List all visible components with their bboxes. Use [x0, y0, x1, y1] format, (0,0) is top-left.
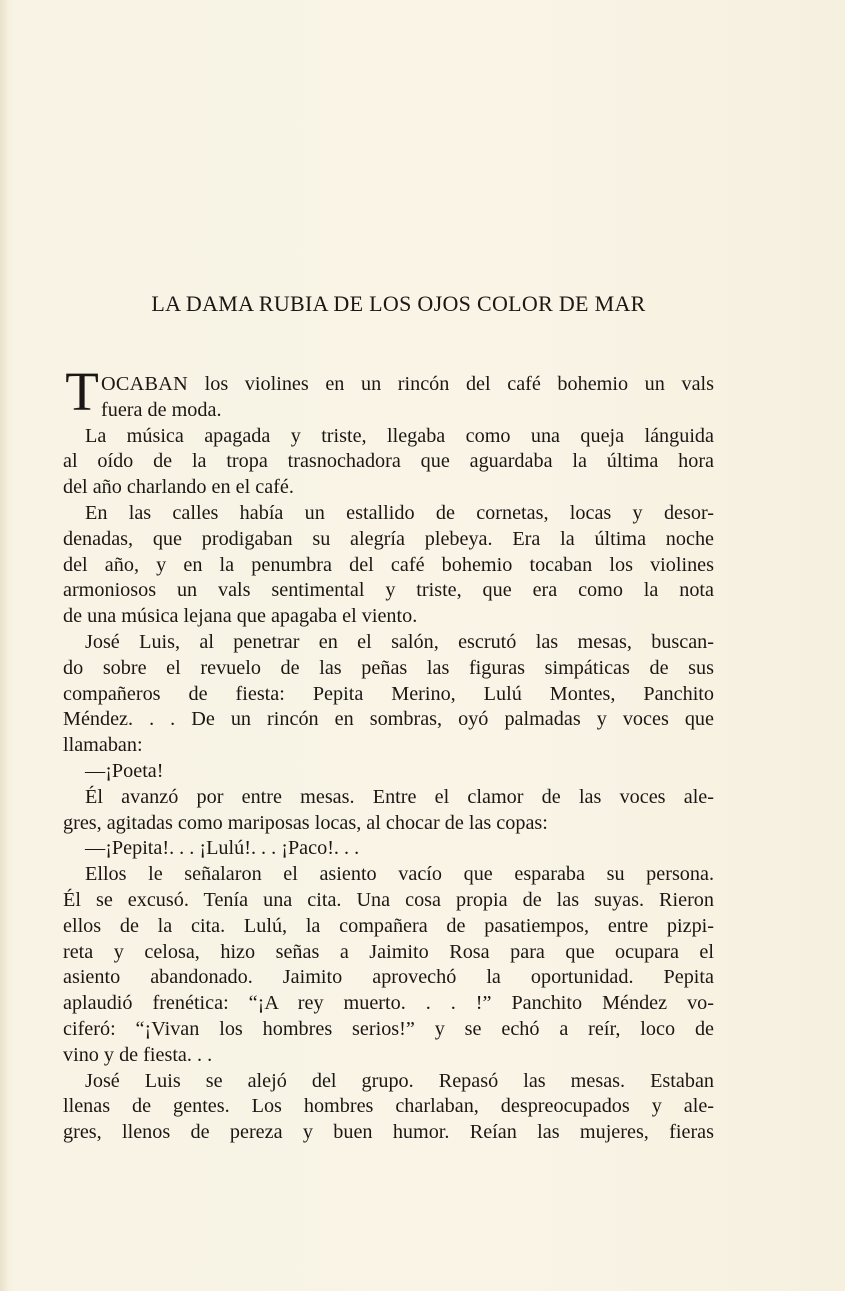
text-line: aplaudió frenética: “¡A rey muerto. . . !” Panchito Méndez vo- — [63, 992, 714, 1015]
text-line: La música apagada y triste, llegaba como una queja lánguida — [85, 424, 714, 447]
text-line: José Luis se alejó del grupo. Repasó las mesas. Estaban — [85, 1069, 714, 1092]
text-line: compañeros de fiesta: Pepita Merino, Lulú Montes, Panchito — [63, 682, 714, 705]
text-line: ciferó: “¡Vivan los hombres serios!” y se echó a reír, loco de — [63, 1017, 714, 1040]
text-line: del año, y en la penumbra del café bohemio tocaban los violines — [63, 553, 714, 576]
text-line: denadas, que prodigaban su alegría plebeya. Era la última noche — [63, 527, 714, 550]
text-line: llenas de gentes. Los hombres charlaban, despreocupados y ale- — [63, 1095, 714, 1118]
text-line: ellos de la cita. Lulú, la compañera de pasatiempos, entre pizpi- — [63, 914, 714, 937]
text-line: José Luis, al penetrar en el salón, escrutó las mesas, buscan- — [85, 630, 714, 653]
text-line: al oído de la tropa trasnochadora que aguardaba la última hora — [63, 450, 714, 473]
text-line: Él avanzó por entre mesas. Entre el clamor de las voces ale- — [85, 785, 714, 808]
text-line: gres, llenos de pereza y buen humor. Reían las mujeres, fieras — [63, 1121, 714, 1144]
first-word-small-caps: OCABAN — [101, 373, 189, 395]
text-line: asiento abandonado. Jaimito aprovechó la oportunidad. Pepita — [63, 966, 714, 989]
text-line: —¡Pepita!. . . ¡Lulú!. . . ¡Paco!. . . — [85, 837, 360, 860]
page-binding-shadow — [0, 0, 8, 1291]
text-line: llamaban: — [63, 734, 143, 757]
text-line: En las calles había un estallido de cornetas, locas y desor- — [85, 501, 714, 524]
text-line: do sobre el revuelo de las peñas las figuras simpáticas de sus — [63, 656, 714, 679]
body-text — [63, 372, 714, 1146]
text-line: armoniosos un vals sentimental y triste, que era como la nota — [63, 579, 714, 602]
drop-cap: T — [65, 361, 99, 422]
text-line: OCABAN los violines en un rincón del café bohemio un vals — [101, 373, 714, 395]
text-line: gres, agitadas como mariposas locas, al chocar de las copas: — [63, 811, 548, 834]
text-line: Ellos le señalaron el asiento vacío que esparaba su persona. — [85, 863, 714, 886]
text-line: de una música lejana que apagaba el viento. — [63, 605, 418, 628]
text-line: del año charlando en el café. — [63, 476, 294, 499]
text-line: Méndez. . . De un rincón en sombras, oyó palmadas y voces que — [63, 708, 714, 731]
text-line: reta y celosa, hizo señas a Jaimito Rosa para que ocupara el — [63, 940, 714, 963]
text-line: —¡Poeta! — [85, 759, 164, 782]
chapter-title: LA DAMA RUBIA DE LOS OJOS COLOR DE MAR — [151, 291, 646, 316]
text-line: Él se excusó. Tenía una cita. Una cosa propia de las suyas. Rieron — [63, 888, 714, 911]
text-line: vino y de fiesta. . . — [63, 1043, 213, 1066]
text-line: fuera de moda. — [101, 398, 222, 421]
